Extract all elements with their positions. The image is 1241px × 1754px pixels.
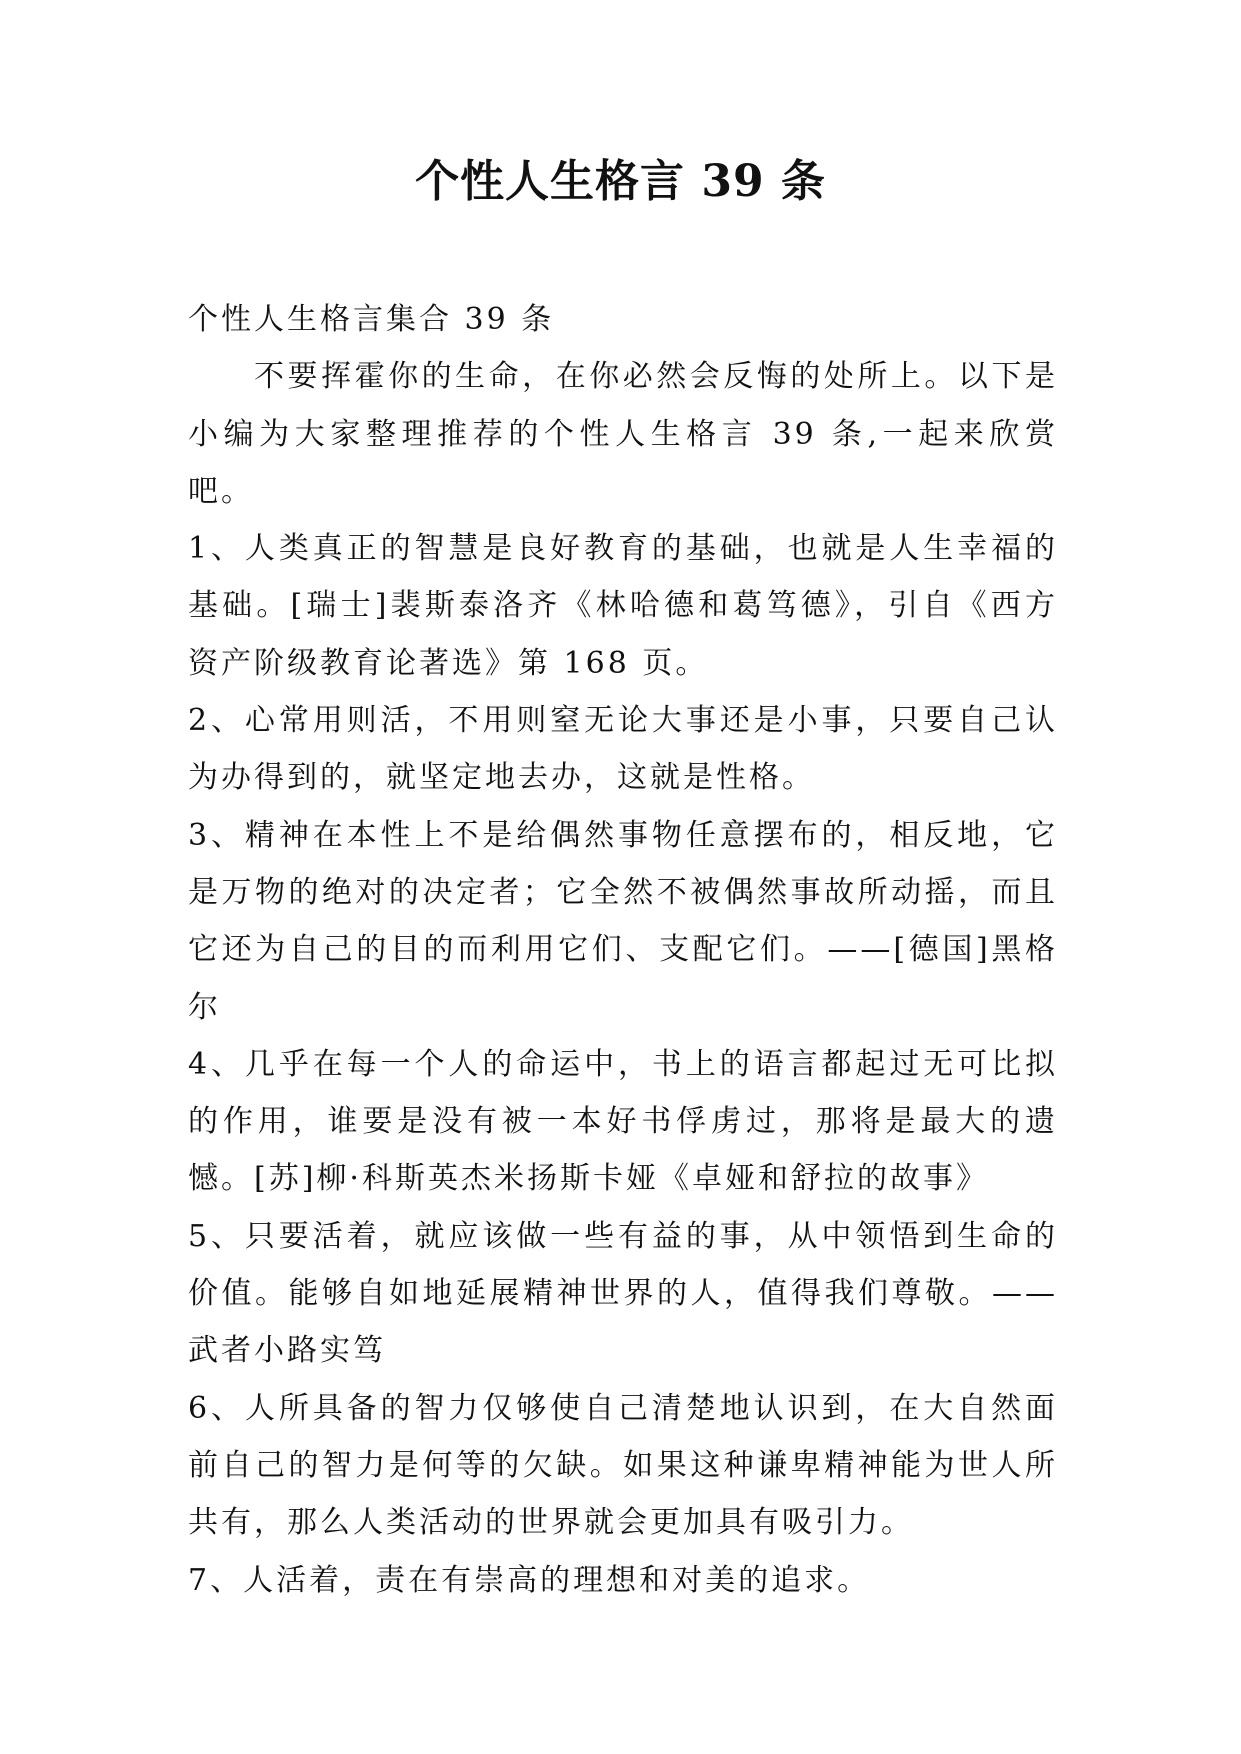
subtitle-paragraph: 个性人生格言集合 39 条 <box>188 302 555 337</box>
intro-paragraph: 不要挥霍你的生命，在你必然会反悔的处所上。以下是小编为大家整理推荐的个性人生格言 39 条,一起来欣赏吧。 <box>188 359 1058 509</box>
quote-paragraph-1: 1、人类真正的智慧是良好教育的基础，也就是人生幸福的基础。[瑞士]裴斯泰洛齐《林哈德和葛笃德》，引自《西方资产阶级教育论著选》第 168 页。 <box>188 531 1058 681</box>
quote-paragraph-4: 4、几乎在每一个人的命运中，书上的语言都起过无可比拟的作用，谁要是没有被一本好书俘虏过，那将是最大的遗憾。[苏]柳·科斯英杰米扬斯卡娅《卓娅和舒拉的故事》 <box>188 1046 1058 1197</box>
document-body <box>188 291 1058 1609</box>
document-title: 个性人生格言 39 条 <box>415 156 826 207</box>
quote-paragraph-6: 6、人所具备的智力仅够使自己清楚地认识到，在大自然面前自己的智力是何等的欠缺。如果这种谦卑精神能为世人所共有，那么人类活动的世界就会更加具有吸引力。 <box>188 1390 1058 1541</box>
quote-paragraph-2: 2、心常用则活，不用则窒无论大事还是小事，只要自己认为办得到的，就坚定地去办，这就是性格。 <box>188 703 1058 796</box>
quote-paragraph-5: 5、只要活着，就应该做一些有益的事，从中领悟到生命的价值。能够自如地延展精神世界的人，值得我们尊敬。——武者小路实笃 <box>188 1218 1058 1369</box>
quote-paragraph-7: 7、人活着，责在有崇高的理想和对美的追求。 <box>188 1562 871 1598</box>
quote-paragraph-3: 3、精神在本性上不是给偶然事物任意摆布的，相反地，它是万物的绝对的决定者；它全然不被偶然事故所动摇，而且它还为自己的目的而利用它们、支配它们。——[德国]黑格尔 <box>188 817 1058 1025</box>
